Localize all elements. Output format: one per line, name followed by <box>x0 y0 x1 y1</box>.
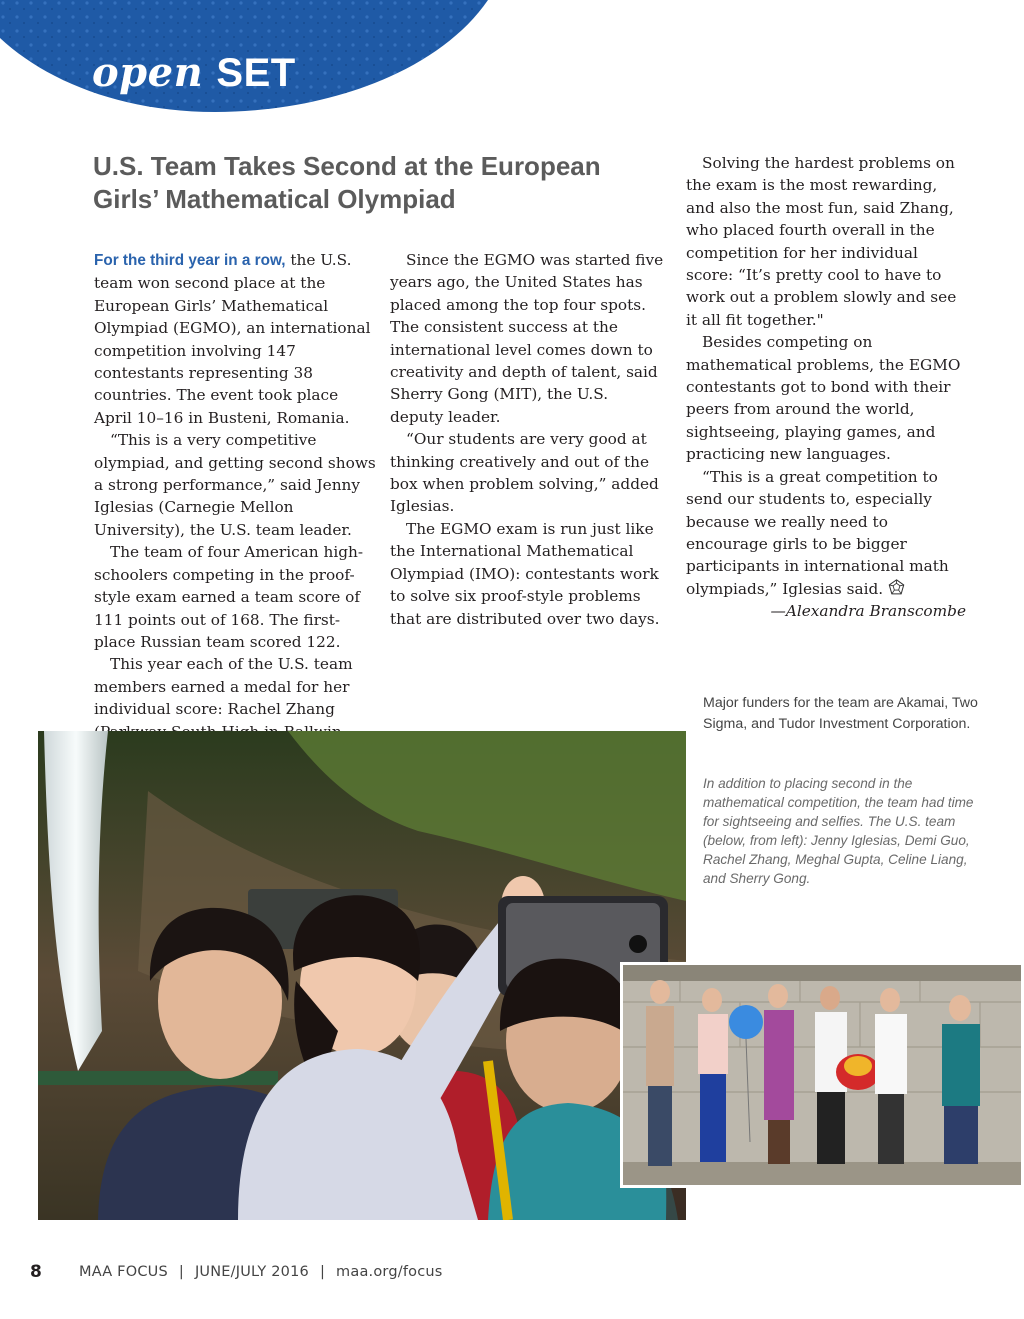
dodecahedron-icon <box>888 579 905 596</box>
issue-date: JUNE/JULY 2016 <box>194 1264 309 1280</box>
section-title-prefix: open <box>92 49 204 96</box>
page-number: 8 <box>30 1262 42 1282</box>
team-photo <box>620 962 1024 1188</box>
funders-note: Major funders for the team are Akamai, Two Sigma, and Tudor Investment Corporation. <box>703 695 978 732</box>
article-column-3 <box>686 152 966 623</box>
article-paragraph: The EGMO exam is run just like the International Mathematical Olympiad (IMO): contestants work to solve six proof-style problems that are distributed over two days. <box>390 519 660 628</box>
article-paragraph: “This is a very competitive olympiad, and getting second shows a strong performance,” said Jenny Iglesias (Carnegie Mellon University), the U.S. team leader. <box>94 431 376 539</box>
article-paragraph: This year each of the U.S. team members earned a medal for her individual score: Rachel Zhang <box>94 655 353 719</box>
article-paragraph: “This is a great competition to send our students to, especially because we really need to encourage girls to be bigger participants in international math olympiads,” Iglesias said. <box>686 467 949 598</box>
article-paragraph: Besides competing on mathematical problems, the EGMO contestants got to bond with their peers from around the world, sightseeing, playing games, and practicing new languages. <box>686 333 961 464</box>
selfie-photo <box>38 731 686 1220</box>
byline: —Alexandra Branscombe <box>770 602 966 621</box>
article-paragraph: “Our students are very good at thinking creatively and out of the box when problem solving,” added Iglesias. <box>390 430 659 516</box>
lead-in: For the third year in a row, <box>94 252 286 269</box>
article-paragraph: For the third year in a row, the U.S. team won second place at the European Girls’ Mathematical Olympiad (EGMO), an international competition involving 147 contestants representing 38 countries. The event took place April 10–16 in Busteni, Romania. <box>94 251 371 427</box>
publication-name: MAA FOCUS <box>79 1264 168 1280</box>
article-paragraph: Solving the hardest problems on the exam is the most rewarding, and also the most fun, said Zhang, who placed fourth overall in the competition for her individual score: “It’s pretty cool to have to work out a problem slowly and see it all fit together." <box>686 154 957 329</box>
site-url: maa.org/focus <box>336 1264 443 1280</box>
section-title-suffix: SET <box>216 51 296 95</box>
photo-caption: In addition to placing second in the mathematical competition, the team had time for sightseeing and selfies. The U.S. team (below, from left): Jenny Iglesias, Demi Guo, Rachel Zhang, Meghal Gupta, Celine Liang, and Sherry Gong. <box>703 776 974 886</box>
article-column-2 <box>390 249 666 630</box>
section-title <box>92 50 296 96</box>
article-headline: U.S. Team Takes Second at the European Girls’ Mathematical Olympiad <box>93 151 601 214</box>
article-paragraph: Since the EGMO was started five years ago, the United States has placed among the top four spots. The consistent success at the international level comes down to creativity and depth of talent, said Sherry Gong (MIT), the U.S. deputy leader. <box>390 251 664 426</box>
article-paragraph: The team of four American high-schoolers competing in the proof-style exam earned a team score of 111 points out of 168. The first-place Russian team scored 122. <box>94 543 364 651</box>
footer-text: MAA FOCUS | JUNE/JULY 2016 | maa.org/focus <box>79 1264 443 1280</box>
